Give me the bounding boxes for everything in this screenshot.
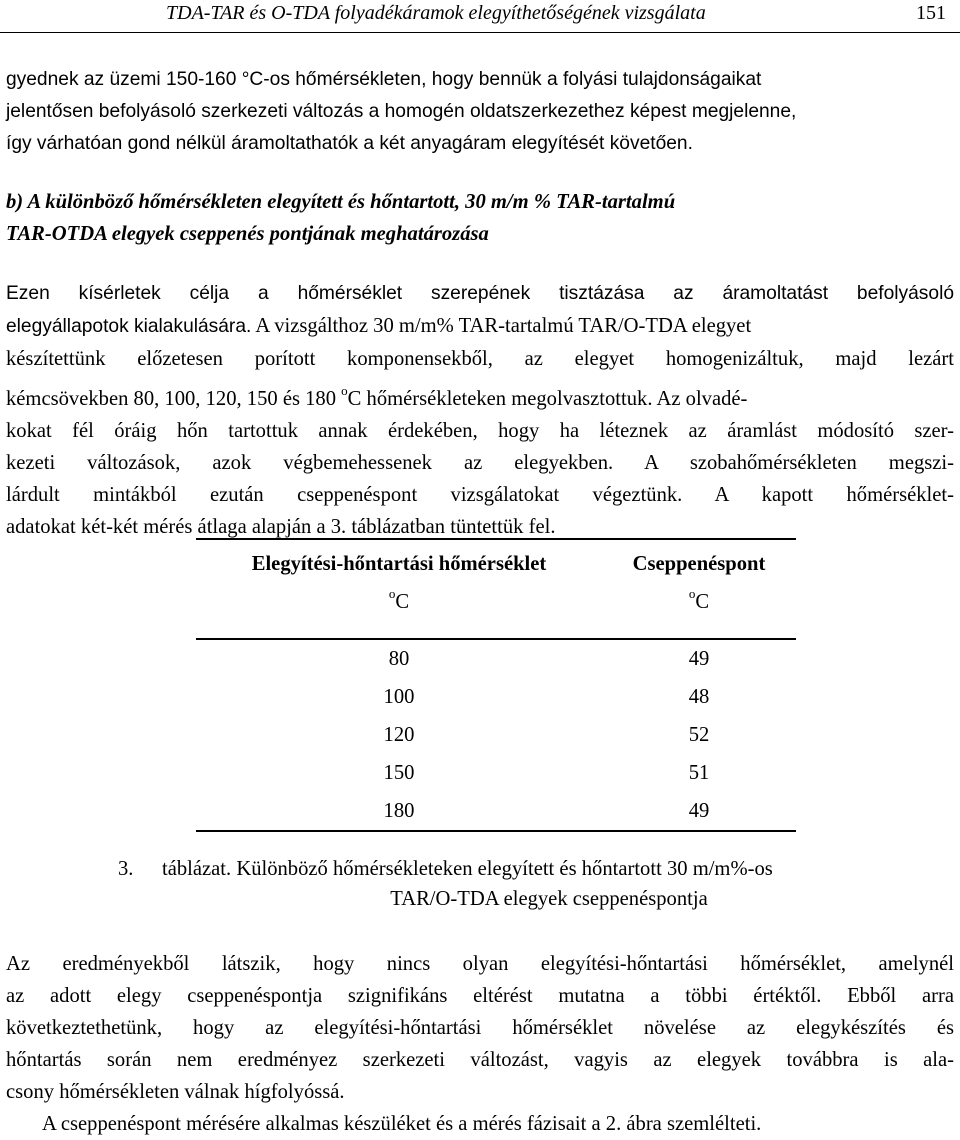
table-row [196,639,796,678]
text-segment: kémcsövekben 80, 100, 120, 150 és 180 [6,388,342,410]
text-segment: elegyállapotok kialakulására. [6,316,252,337]
running-header [0,0,960,33]
temp-cell: 180 [196,792,602,831]
temp-cell: 150 [383,761,415,784]
text-segment: A vizsgálthoz 30 m/m% TAR-tartalmú TAR/O-TDA elegyet [255,315,752,337]
degree-sign: o [388,586,396,601]
text-line: hőntartás során nem eredményez szerkezeti változást, vagyis az elegyek továbbra is ala- [6,1049,954,1071]
text-line: Ezen kísérletek célja a hőmérséklet szerepének tisztázása az áramoltatást befolyásoló [6,283,954,304]
table-row [196,716,796,754]
drop-cell: 49 [602,639,796,678]
caption-text: táblázat. Különböző hőmérsékleteken elegyített és hőntartott 30 m/m%-os [162,858,773,880]
text-line: jelentősen befolyásoló szerkezeti változás a homogén oldatszerkezethez képest megjelenne, [6,101,797,122]
col-header-temperature: Elegyítési-hőntartási hőmérséklet [196,539,602,580]
unit-label: C [395,591,410,613]
drop-cell: 52 [688,723,710,746]
temp-cell: 100 [383,685,415,708]
text-line: készítettünk előzetesen porított komponensekből, az elegyet homogenizáltuk, majd lezárt [6,348,954,370]
text-line: kezeti változások, azok végbemehessenek az elegyekben. A szobahőmérsékleten megszi- [6,452,954,474]
heading-line: TAR-OTDA elegyek cseppenés pontjának meghatározása [6,223,489,245]
text-line: Az eredményekből látszik, hogy nincs olyan elegyítési-hőntartási hőmérséklet, amelynél [6,953,954,975]
text-line: adatokat két-két mérés átlaga alapján a 3. táblázatban tüntettük fel. [6,516,556,538]
drop-cell: 48 [688,685,710,708]
closing-line: A cseppenéspont mérésére alkalmas készüléket és a mérés fázisait a 2. ábra szemlélteti. [42,1113,762,1135]
section-heading [6,186,954,250]
drop-point-table [196,538,796,832]
col-header-drop-point: Cseppenéspont [602,539,796,580]
unit-cell [196,580,602,639]
table-row [196,678,796,716]
intro-paragraph [6,64,954,160]
unit-cell [602,580,796,639]
heading-line: b) A különböző hőmérsékleten elegyített és hőntartott, 30 m/m % TAR-tartalmú [6,191,676,213]
drop-cell: 51 [688,761,710,784]
text-line: gyednek az üzemi 150-160 °C-os hőmérsékleten, hogy bennük a folyási tulajdonságaikat [6,69,762,90]
method-paragraph [6,278,954,543]
running-title: TDA-TAR és O-TDA folyadékáramok elegyíthetőségének vizsgálata [166,2,706,24]
text-line: következtethetünk, hogy az elegyítési-hőntartási hőmérséklet növelése az elegykészítés és [6,1017,954,1039]
table-row [196,754,796,792]
unit-label: C [695,591,710,613]
text-line: csony hőmérsékleten válnak hígfolyóssá. [6,1081,345,1103]
text-line [6,375,954,415]
degree-sign: o [341,383,348,398]
degree-sign: o [688,586,696,601]
results-paragraph [6,948,954,1140]
text-line: lárdult mintákból ezután cseppenéspont vizsgálatokat végeztünk. A kapott hőmérséklet- [6,484,954,506]
text-line [6,310,954,343]
text-line: így várhatóan gond nélkül áramoltathatók a két anyagáram elegyítését követően. [6,133,693,154]
temp-cell: 80 [196,639,602,678]
page-number: 151 [916,2,946,24]
caption-number: 3. [118,858,134,880]
text-line: kokat fél óráig hőn tartottuk annak érdekében, hogy ha léteznek az áramlást módosító szer- [6,420,954,442]
temp-cell: 120 [383,723,415,746]
table-caption [118,858,773,881]
drop-cell: 49 [602,792,796,831]
text-line: az adott elegy cseppenéspontja szignifikáns eltérést mutatna a többi értéktől. Ebből arra [6,985,954,1007]
table-caption-continued: TAR/O-TDA elegyek cseppenéspontja [390,888,708,910]
text-segment: C hőmérsékleteken megolvasztottuk. Az olvadé- [347,388,748,410]
table-row [196,792,796,831]
